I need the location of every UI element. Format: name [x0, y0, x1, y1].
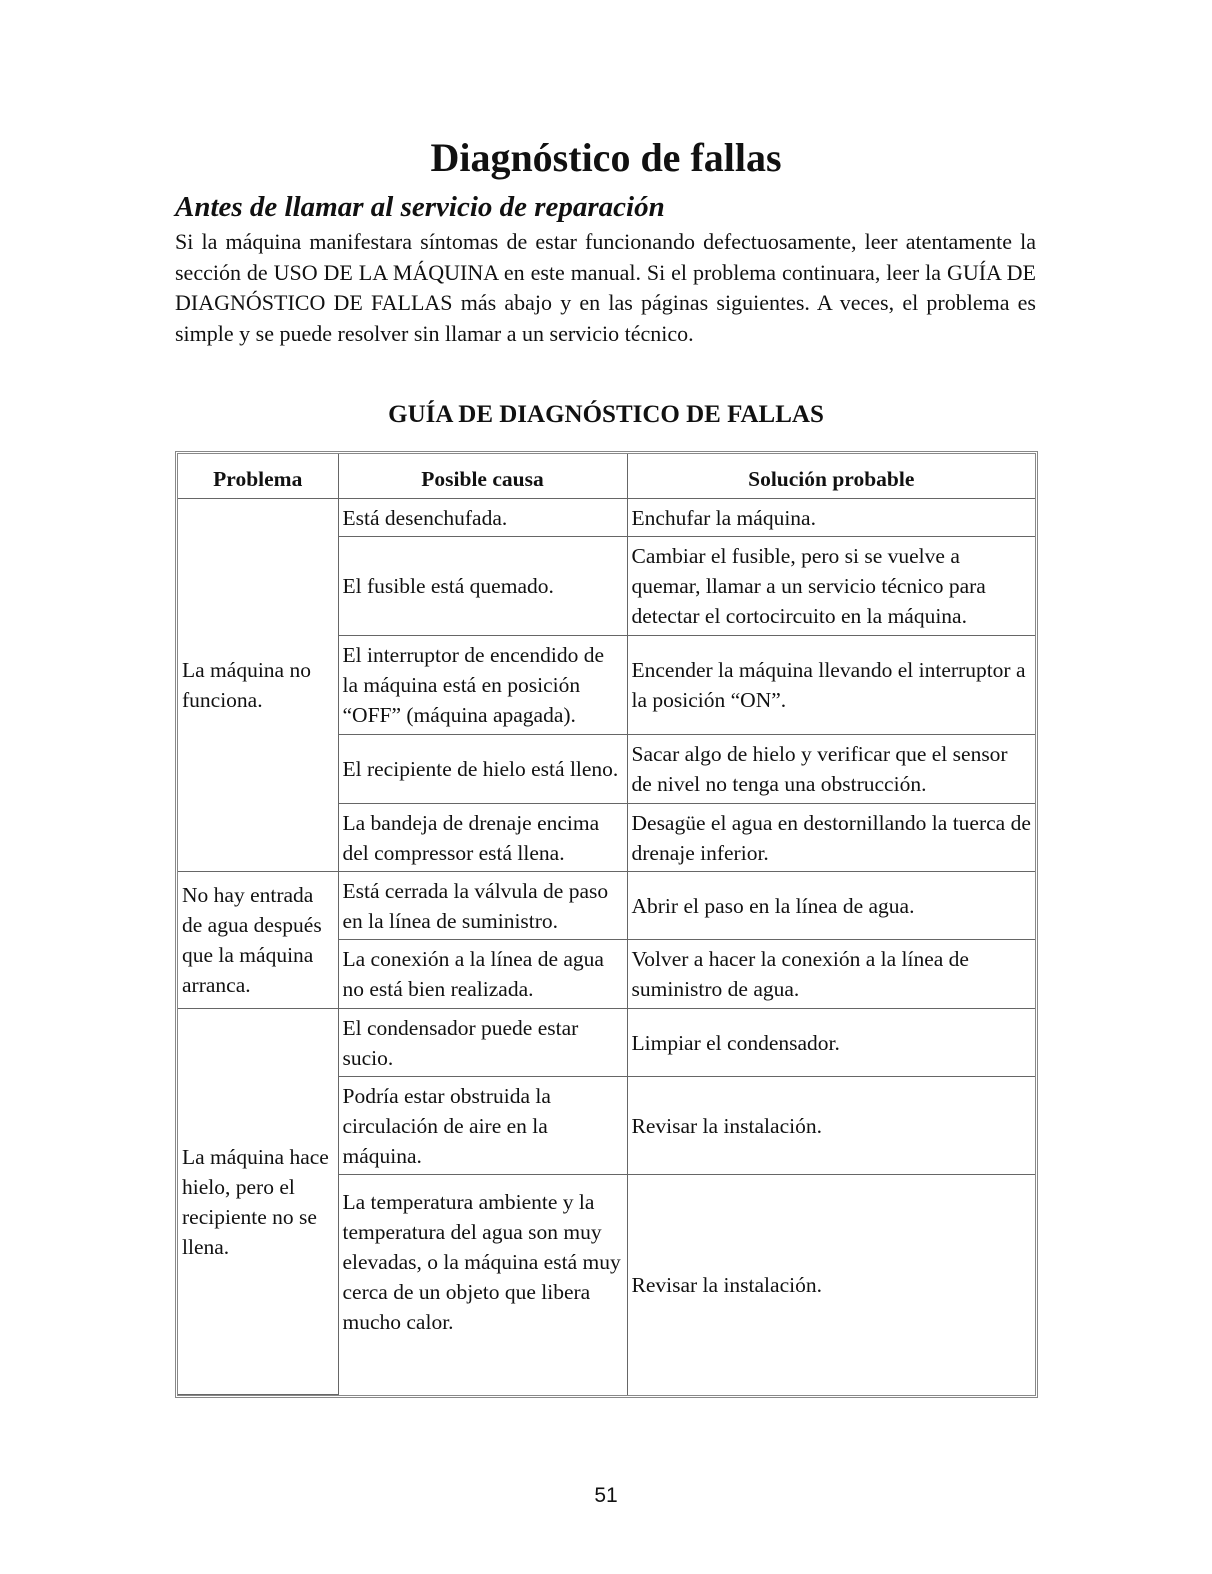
- page-title: Diagnóstico de fallas: [430, 135, 782, 180]
- table-title: GUÍA DE DIAGNÓSTICO DE FALLAS: [388, 401, 824, 428]
- header-problem: Problema: [178, 454, 338, 499]
- solution-cell: Enchufar la máquina.: [627, 499, 1035, 537]
- cause-cell: La bandeja de drenaje encima del compressor está llena.: [338, 804, 627, 872]
- troubleshooting-table: [175, 451, 1038, 1398]
- page-number: 51: [594, 1484, 618, 1507]
- table-row: [178, 1009, 1035, 1077]
- table-row: [178, 499, 1035, 537]
- problem-cell: No hay entrada de agua después que la máquina arranca.: [178, 872, 338, 1009]
- cause-cell: Está cerrada la válvula de paso en la línea de suministro.: [338, 872, 627, 940]
- cause-cell: El fusible está quemado.: [338, 537, 627, 636]
- solution-cell: Abrir el paso en la línea de agua.: [627, 872, 1035, 940]
- problem-cell: La máquina no funciona.: [178, 499, 338, 872]
- table-header-row: [178, 454, 1035, 499]
- solution-cell: Volver a hacer la conexión a la línea de suministro de agua.: [627, 940, 1035, 1009]
- cause-cell: Podría estar obstruida la circulación de aire en la máquina.: [338, 1077, 627, 1175]
- solution-cell: Revisar la instalación.: [627, 1175, 1035, 1395]
- header-cause: Posible causa: [338, 454, 627, 499]
- solution-cell: Encender la máquina llevando el interruptor a la posición “ON”.: [627, 636, 1035, 735]
- solution-cell: Cambiar el fusible, pero si se vuelve a quemar, llamar a un servicio técnico para detectar el cortocircuito en la máquina.: [627, 537, 1035, 636]
- cause-cell: El interruptor de encendido de la máquina está en posición “OFF” (máquina apagada).: [338, 636, 627, 735]
- solution-cell: Desagüe el agua en destornillando la tuerca de drenaje inferior.: [627, 804, 1035, 872]
- solution-cell: Revisar la instalación.: [627, 1077, 1035, 1175]
- problem-cell: La máquina hace hielo, pero el recipiente no se llena.: [178, 1009, 338, 1395]
- header-solution: Solución probable: [627, 454, 1035, 499]
- cause-cell: La temperatura ambiente y la temperatura del agua son muy elevadas, o la máquina está muy cerca de un objeto que libera mucho calor.: [338, 1175, 627, 1395]
- solution-cell: Limpiar el condensador.: [627, 1009, 1035, 1077]
- table-row: [178, 872, 1035, 940]
- solution-cell: Sacar algo de hielo y verificar que el sensor de nivel no tenga una obstrucción.: [627, 735, 1035, 804]
- cause-cell: Está desenchufada.: [338, 499, 627, 537]
- cause-cell: El condensador puede estar sucio.: [338, 1009, 627, 1077]
- cause-cell: La conexión a la línea de agua no está bien realizada.: [338, 940, 627, 1009]
- section-subtitle: Antes de llamar al servicio de reparación: [175, 191, 665, 223]
- cause-cell: El recipiente de hielo está lleno.: [338, 735, 627, 804]
- intro-paragraph: Si la máquina manifestara síntomas de estar funcionando defectuosamente, leer atentamente la sección de USO DE LA MÁQUINA en este manual. Si el problema continuara, leer la GUÍA DE DIAGNÓSTICO DE FALLAS más abajo y en las páginas siguientes. A veces, el problema es simple y se puede resolver sin llamar a un servicio técnico.: [175, 229, 1036, 346]
